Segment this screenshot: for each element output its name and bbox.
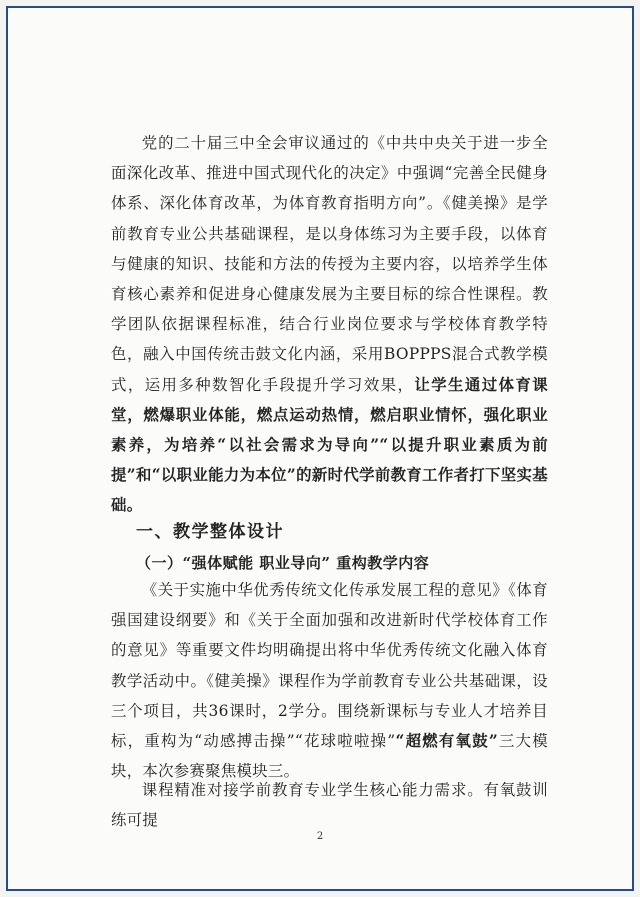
content-text-part1: 《关于实施中华优秀传统文化传承发展工程的意见》《体育强国建设纲要》和《关于全面加强和改进新时代学校体育工作的意见》等重要文件均明确提出将中华优秀传统文化融入体育教学活动中。《健美操》课程作为学前教育专业公共基础课，设三个项目，共36课时，2学分。围绕新课标与专业人才培养目标，重构为“动感搏击操”“花球啦啦操” <box>111 581 548 751</box>
subsection-heading: （一）“强体赋能 职业导向” 重构教学内容 <box>136 554 430 572</box>
content-paragraph <box>111 575 548 786</box>
content-text-part2: 三大模块，本次参赛聚焦模块三。 <box>111 732 548 781</box>
document-page <box>6 6 634 891</box>
page-number: 2 <box>316 831 324 842</box>
intro-bold-text: 让学生通过体育课堂，燃爆职业体能，燃点运动热情，燃启职业情怀，强化职业素养，为培养“以社会需求为导向”“以提升职业素质为前提”和“以职业能力为本位”的新时代学前教育工作者打下坚实基础。 <box>111 375 548 515</box>
trailing-paragraph: 课程精准对接学前教育专业学生核心能力需求。有氧鼓训练可提 <box>111 781 548 830</box>
content-bold-text: “超燃有氧鼓” <box>395 732 499 751</box>
intro-paragraph <box>111 128 548 521</box>
intro-text: 党的二十届三中全会审议通过的《中共中央关于进一步全面深化改革、推进中国式现代化的决定》中强调“完善全民健身体系、深化体育改革，为体育教育指明方向”。《健美操》是学前教育专业公共基础课程，是以身体练习为主要手段，以体育与健康的知识、技能和方法的传授为主要内容，以培养学生体育核心素养和促进身心健康发展为主要目标的综合性课程。教学团队依据课程标准，结合行业岗位要求与学校体育教学特色，融入中国传统击鼓文化内涵，采用BOPPPS混合式教学模式，运用多种数智化手段提升学习效果， <box>111 134 548 394</box>
section-heading: 一、教学整体设计 <box>136 522 284 542</box>
